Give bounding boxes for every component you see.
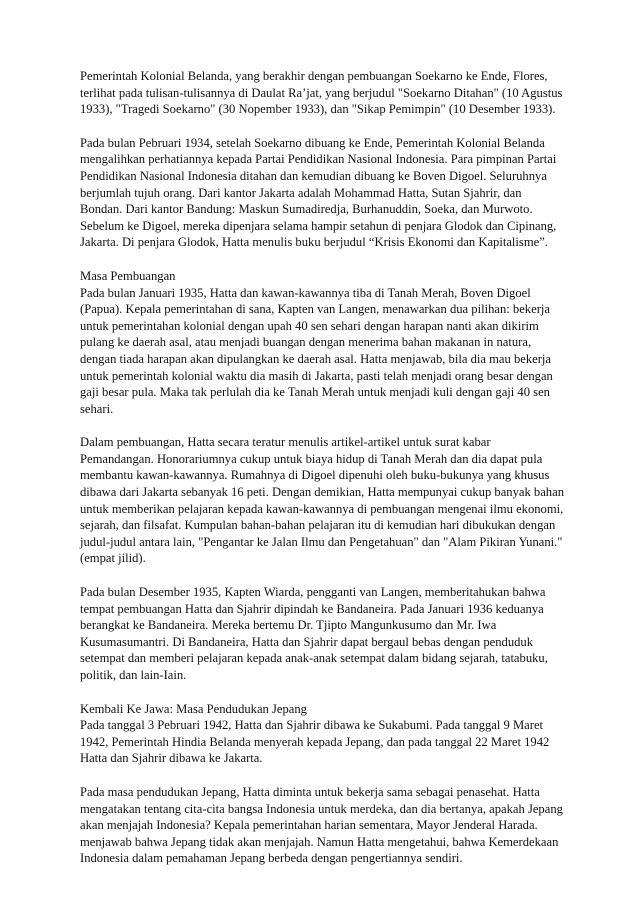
paragraph-1: Pemerintah Kolonial Belanda, yang berakhir dengan pembuangan Soekarno ke Ende, Flores, terlihat pada tulisan-tulisannya di Daulat Ra’jat, yang berjudul "Soekarno Ditahan" (10 Agustus 1933), "Tragedi Soekarno" (30 Nopember 1933), dan "Sikap Pemimpin" (10 Desember 1933). xyxy=(80,69,563,117)
section-heading-2: Kembali Ke Jawa: Masa Pendudukan Jepang xyxy=(80,701,307,716)
section-masa-pembuangan xyxy=(80,268,564,417)
section-kembali-ke-jawa xyxy=(80,701,564,767)
paragraph-6: Pada tanggal 3 Pebruari 1942, Hatta dan Sjahrir dibawa ke Sukabumi. Pada tanggal 9 Maret 1942, Pemerintah Hindia Belanda menyerah kepada Jepang, dan pada tanggal 22 Maret 1942 Hatta dan Sjahrir dibawa ke Jakarta. xyxy=(80,718,550,766)
paragraph-2: Pada bulan Pebruari 1934, setelah Soekarno dibuang ke Ende, Pemerintah Kolonial Belanda mengalihkan perhatiannya kepada Partai Pendidikan Nasional Indonesia. Para pimpinan Partai Pendidikan Nasional Indonesia ditahan dan kemudian dibuang ke Boven Digoel. Seluruhnya berjumlah tujuh orang. Dari kantor Jakarta adalah Mohammad Hatta, Sutan Sjahrir, dan Bondan. Dari kantor Bandung: Maskun Sumadiredja, Burhanuddin, Soeka, dan Murwoto. Sebelum ke Digoel, mereka dipenjara selama hampir setahun di penjara Glodok dan Cipinang, Jakarta. Di penjara Glodok, Hatta menulis buku berjudul “Krisis Ekonomi dan Kapitalisme”. xyxy=(80,135,557,250)
document-page xyxy=(80,68,564,884)
section-heading-1: Masa Pembuangan xyxy=(80,268,176,283)
paragraph-4: Dalam pembuangan, Hatta secara teratur menulis artikel-artikel untuk surat kabar Pemandangan. Honorariumnya cukup untuk biaya hidup di Tanah Merah dan dia dapat pula membantu kawan-kawannya. Rumahnya di Digoel dipenuhi oleh buku-bukunya yang khusus dibawa dari Jakarta sebanyak 16 peti. Dengan demikian, Hatta mempunyai cukup banyak bahan untuk memberikan pelajaran kepada kawan-kawannya di pembuangan mengenai ilmu ekonomi, sejarah, dan filsafat. Kumpulan bahan-bahan pelajaran itu di kemudian hari dibukukan dengan judul-judul antara lain, "Pengantar ke Jalan Ilmu dan Pengetahuan" dan "Alam Pikiran Yunani." (empat jilid). xyxy=(80,435,564,566)
paragraph-7: Pada masa pendudukan Jepang, Hatta diminta untuk bekerja sama sebagai penasehat. Hatta mengatakan tentang cita-cita bangsa Indonesia untuk merdeka, dan dia bertanya, apakah Jepang akan menjajah Indonesia? Kepala pemerintahan harian sementara, Mayor Jenderal Harada. menjawab bahwa Jepang tidak akan menjajah. Namun Hatta mengetahui, bahwa Kemerdekaan Indonesia dalam pemahaman Jepang berbeda dengan pengertiannya sendiri. xyxy=(80,784,563,866)
paragraph-5: Pada bulan Desember 1935, Kapten Wiarda, pengganti van Langen, memberitahukan bahwa tempat pembuangan Hatta dan Sjahrir dipindah ke Bandaneira. Pada Januari 1936 keduanya berangkat ke Bandaneira. Mereka bertemu Dr. Tjipto Mangunkusumo dan Mr. Iwa Kusumasumantri. Di Bandaneira, Hatta dan Sjahrir dapat bergaul bebas dengan penduduk setempat dan memberi pelajaran kepada anak-anak setempat dalam bidang sejarah, tatabuku, politik, dan lain-Iain. xyxy=(80,585,548,682)
paragraph-3: Pada bulan Januari 1935, Hatta dan kawan-kawannya tiba di Tanah Merah, Boven Digoel (Papua). Kepala pemerintahan di sana, Kapten van Langen, menawarkan dua pilihan: bekerja untuk pemerintahan kolonial dengan upah 40 sen sehari dengan harapan nanti akan dikirim pulang ke daerah asal, atau menjadi buangan dengan menerima bahan makanan in natura, dengan tiada harapan akan dipulangkan ke daerah asal. Hatta menjawab, bila dia mau bekerja untuk pemerintah kolonial waktu dia masih di Jakarta, pasti telah menjadi orang besar dengan gaji besar pula. Maka tak perlulah dia ke Tanah Merah untuk menjadi kuli dengan gaji 40 sen sehari. xyxy=(80,285,553,416)
